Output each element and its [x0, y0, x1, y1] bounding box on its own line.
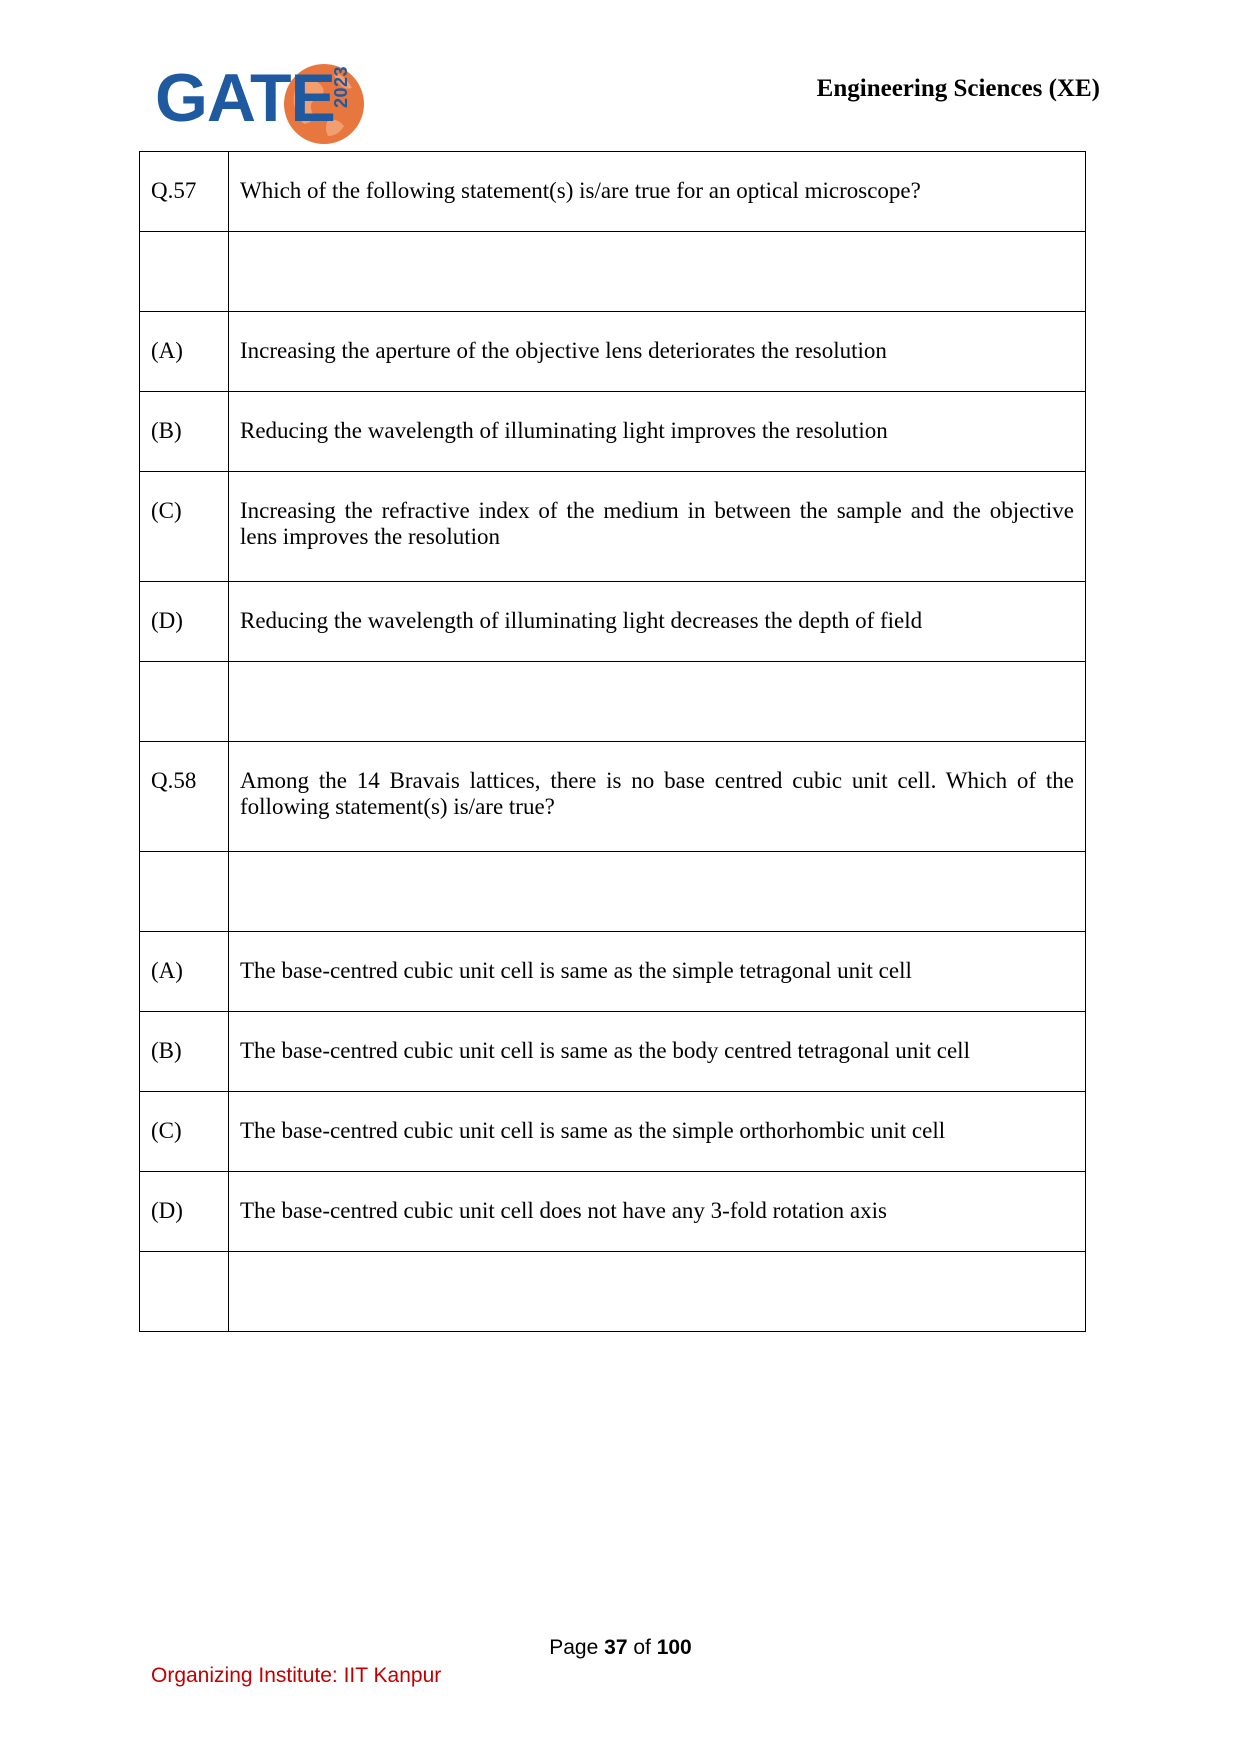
blank-row [140, 662, 1086, 742]
page-current: 37 [604, 1636, 628, 1659]
option-label: (B) [140, 392, 229, 472]
question-table [139, 151, 1086, 1332]
option-row [140, 932, 1086, 1012]
question-text: Among the 14 Bravais lattices, there is no base centred cubic unit cell. Which of the following statement(s) is/are true? [229, 742, 1086, 852]
option-text: The base-centred cubic unit cell is same as the simple tetragonal unit cell [229, 932, 1086, 1012]
option-label: (C) [140, 472, 229, 582]
option-text: The base-centred cubic unit cell does not have any 3-fold rotation axis [229, 1172, 1086, 1252]
option-text: The base-centred cubic unit cell is same as the simple orthorhombic unit cell [229, 1092, 1086, 1172]
page-number [0, 1636, 1241, 1660]
logo-wordmark: GATE [155, 60, 335, 136]
organizing-institute: Organizing Institute: IIT Kanpur [151, 1664, 442, 1687]
option-label: (B) [140, 1012, 229, 1092]
option-label: (C) [140, 1092, 229, 1172]
option-row [140, 1012, 1086, 1092]
question-row [140, 742, 1086, 852]
gate-logo [155, 58, 370, 148]
option-label: (A) [140, 312, 229, 392]
option-text: The base-centred cubic unit cell is same as the body centred tetragonal unit cell [229, 1012, 1086, 1092]
option-row [140, 392, 1086, 472]
question-text: Which of the following statement(s) is/are true for an optical microscope? [229, 152, 1086, 232]
option-text: Increasing the aperture of the objective lens deteriorates the resolution [229, 312, 1086, 392]
question-number: Q.58 [140, 742, 229, 852]
page-total: 100 [656, 1636, 692, 1659]
blank-row [140, 852, 1086, 932]
logo-year: 2023 [331, 65, 351, 108]
option-text: Reducing the wavelength of illuminating light improves the resolution [229, 392, 1086, 472]
question-number: Q.57 [140, 152, 229, 232]
option-row [140, 312, 1086, 392]
option-row [140, 582, 1086, 662]
option-row [140, 1092, 1086, 1172]
blank-row [140, 232, 1086, 312]
page-prefix: Page [549, 1636, 599, 1659]
page-of: of [633, 1636, 651, 1659]
option-text: Reducing the wavelength of illuminating light decreases the depth of field [229, 582, 1086, 662]
option-row [140, 472, 1086, 582]
option-label: (A) [140, 932, 229, 1012]
option-label: (D) [140, 1172, 229, 1252]
question-row [140, 152, 1086, 232]
option-label: (D) [140, 582, 229, 662]
option-row [140, 1172, 1086, 1252]
blank-row [140, 1252, 1086, 1332]
subject-title: Engineering Sciences (XE) [816, 75, 1100, 102]
option-text: Increasing the refractive index of the medium in between the sample and the objective lens improves the resolution [229, 472, 1086, 582]
